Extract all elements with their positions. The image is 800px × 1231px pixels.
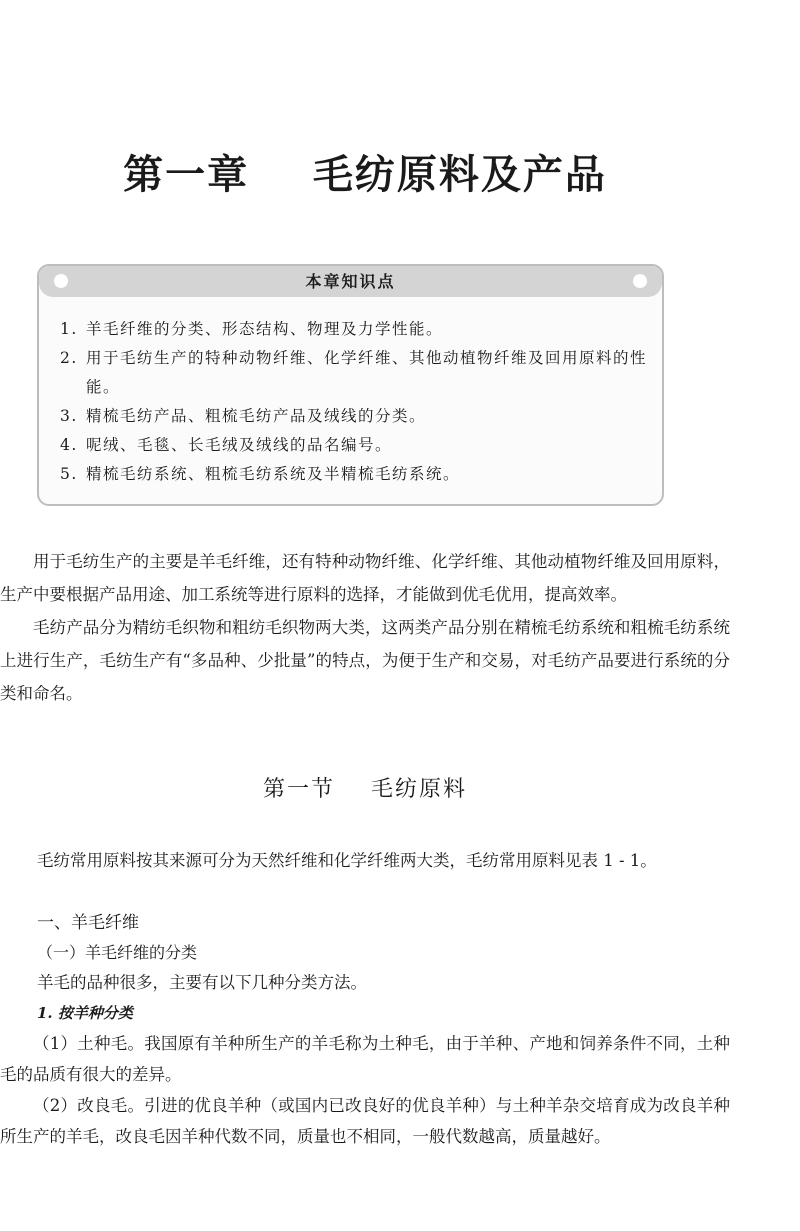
knowledge-point-item: [39, 344, 662, 402]
section-lead: 毛纺常用原料按其来源可分为天然纤维和化学纤维两大类，毛纺常用原料见表 1 - 1。: [37, 851, 657, 870]
knowledge-point-number: 3.: [60, 407, 78, 425]
body-line: 羊毛的品种很多，主要有以下几种分类方法。: [37, 973, 367, 992]
knowledge-points-header: [39, 266, 662, 297]
knowledge-point-item: [39, 431, 662, 460]
body-paragraph: （1）土种毛。我国原有羊种所生产的羊毛称为土种毛，由于羊种、产地和饲养条件不同，土种毛的品质有很大的差异。: [0, 1034, 730, 1084]
knowledge-point-item: [39, 402, 662, 431]
chapter-title: 第一章 毛纺原料及产品: [123, 152, 607, 198]
bullet-dot-icon: [54, 274, 68, 288]
bullet-dot-icon: [633, 274, 647, 288]
classification-text: [0, 1028, 730, 1152]
knowledge-point-number: 4.: [60, 436, 78, 454]
knowledge-point-number: 1.: [60, 320, 78, 338]
heading-level-2: （一）羊毛纤维的分类: [37, 943, 198, 962]
knowledge-points-list: [39, 297, 662, 489]
knowledge-point-text: 呢绒、毛毯、长毛绒及绒线的品名编号。: [86, 436, 393, 454]
heading-level-3: 1. 按羊种分类: [37, 1004, 133, 1022]
knowledge-point-number: 2.: [60, 349, 78, 367]
knowledge-point-text: 羊毛纤维的分类、形态结构、物理及力学性能。: [86, 320, 444, 338]
intro-text: [0, 545, 730, 710]
section-title: 第一节 毛纺原料: [263, 777, 467, 802]
heading-level-1: 一、羊毛纤维: [37, 913, 139, 933]
knowledge-point-item: [39, 460, 662, 489]
body-paragraph: （2）改良毛。引进的优良羊种（或国内已改良好的优良羊种）与土种羊杂交培育成为改良羊种所生产的羊毛，改良毛因羊种代数不同，质量也不相同，一般代数越高，质量越好。: [0, 1096, 730, 1146]
intro-paragraph: 用于毛纺生产的主要是羊毛纤维，还有特种动物纤维、化学纤维、其他动植物纤维及回用原料，生产中要根据产品用途、加工系统等进行原料的选择，才能做到优毛优用，提高效率。: [0, 552, 730, 604]
knowledge-point-item: [39, 315, 662, 344]
knowledge-point-text: 精梳毛纺产品、粗梳毛纺产品及绒线的分类。: [86, 407, 427, 425]
knowledge-point-number: 5.: [60, 465, 78, 483]
knowledge-point-text: 精梳毛纺系统、粗梳毛纺系统及半精梳毛纺系统。: [86, 465, 461, 483]
knowledge-points-box: [37, 264, 664, 506]
intro-paragraph: 毛纺产品分为精纺毛织物和粗纺毛织物两大类，这两类产品分别在精梳毛纺系统和粗梳毛纺系统上进行生产，毛纺生产有“多品种、少批量”的特点，为便于生产和交易，对毛纺产品要进行系统的分类和命名。: [0, 618, 730, 703]
knowledge-points-title: 本章知识点: [305, 272, 396, 291]
knowledge-point-text: 用于毛纺生产的特种动物纤维、化学纤维、其他动植物纤维及回用原料的性能。: [86, 349, 648, 396]
